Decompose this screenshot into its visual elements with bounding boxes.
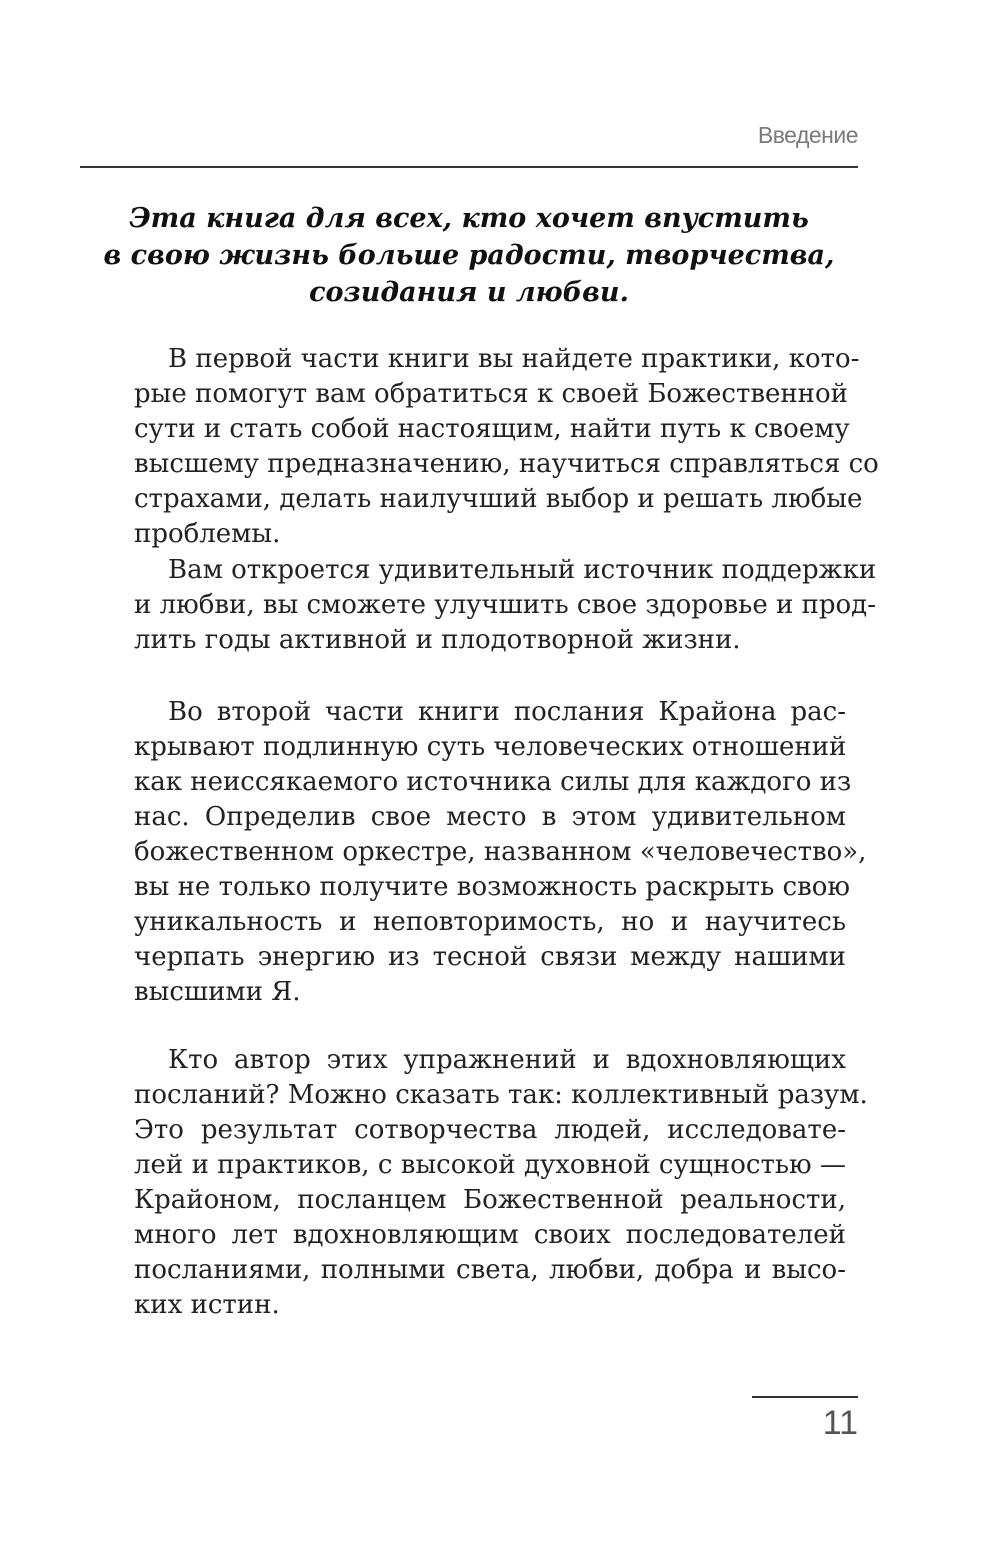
text-line: Это результат сотворчества людей, исследовате- — [134, 1115, 846, 1145]
paragraph-second-part — [134, 695, 867, 1010]
text-line: лей и практиков, с высокой духовной сущностью — — [134, 1150, 846, 1180]
text-line: нас. Определив свое место в этом удивительном — [134, 802, 846, 832]
text-line: Вам откроется удивительный источник поддержки — [168, 555, 877, 585]
text-line: много лет вдохновляющим своих последователей — [134, 1220, 846, 1250]
text-line: Крайоном, посланцем Божественной реальности, — [134, 1185, 846, 1215]
paragraph-support — [134, 553, 877, 658]
header-rule — [80, 166, 858, 168]
text-line: высшими Я. — [134, 977, 301, 1007]
text-line: как неиссякаемого источника силы для каждого из — [134, 767, 852, 797]
paragraph-first-part — [134, 342, 879, 552]
text-line: проблемы. — [134, 519, 281, 549]
running-head: Введение — [757, 122, 858, 148]
lead-statement — [80, 200, 858, 311]
text-line: ких истин. — [134, 1290, 280, 1320]
page-number: 11 — [822, 1404, 858, 1442]
lead-line: Эта книга для всех, кто хочет впустить — [129, 203, 809, 234]
text-line: вы не только получите возможность раскрыть свою — [134, 872, 851, 902]
text-line: уникальность и неповторимость, но и научитесь — [134, 907, 846, 937]
footer-rule — [752, 1396, 858, 1398]
lead-line: в свою жизнь больше радости, творчества, — [103, 240, 835, 271]
lead-line: созидания и любви. — [309, 277, 629, 308]
text-line: Во второй части книги послания Крайона рас- — [168, 697, 846, 727]
text-line: черпать энергию из тесной связи между нашими — [134, 942, 846, 972]
text-line: посланий? Можно сказать так: коллективный разум. — [134, 1080, 868, 1110]
text-line: лить годы активной и плодотворной жизни. — [134, 625, 741, 655]
paragraph-author — [134, 1043, 868, 1323]
text-line: божественном оркестре, названном «человечество», — [134, 837, 867, 867]
text-line: Кто автор этих упражнений и вдохновляющих — [168, 1045, 846, 1075]
text-line: крывают подлинную суть человеческих отношений — [134, 732, 847, 762]
text-line: рые помогут вам обратиться к своей Божественной — [134, 379, 848, 409]
text-line: В первой части книги вы найдете практики, кото- — [168, 344, 860, 374]
text-line: и любви, вы сможете улучшить свое здоровье и прод- — [134, 590, 876, 620]
text-line: высшему предназначению, научиться справляться со — [134, 449, 879, 479]
text-line: сути и стать собой настоящим, найти путь к своему — [134, 414, 850, 444]
text-line: страхами, делать наилучший выбор и решать любые — [134, 484, 863, 514]
text-line: посланиями, полными света, любви, добра и высо- — [134, 1255, 846, 1285]
